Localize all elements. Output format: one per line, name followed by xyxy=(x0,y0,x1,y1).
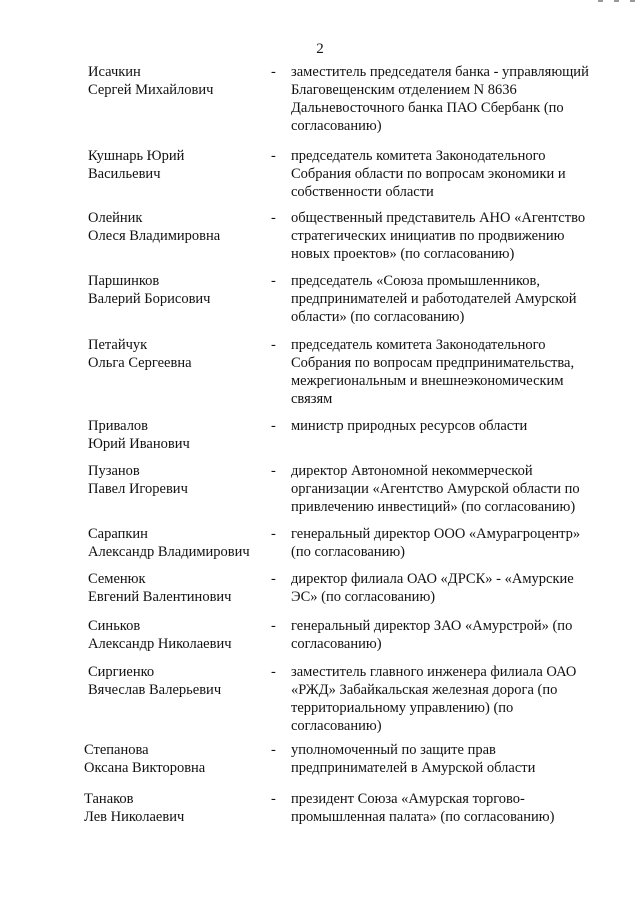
member-surname: Исачкин xyxy=(88,64,141,80)
role-line: председатель комитета Законодательного xyxy=(291,148,546,164)
member-role xyxy=(291,617,616,653)
member-surname: Сарапкин xyxy=(88,526,148,542)
role-line: председатель комитета Законодательного xyxy=(291,337,546,353)
member-given-name: Васильевич xyxy=(88,166,161,182)
member-role xyxy=(291,570,616,606)
role-line: директор филиала ОАО «ДРСК» - «Амурские xyxy=(291,571,574,587)
scan-mark xyxy=(630,0,635,2)
member-name xyxy=(88,272,268,308)
scan-mark xyxy=(598,0,603,2)
member-given-name: Лев Николаевич xyxy=(84,809,185,825)
member-surname: Петайчук xyxy=(88,337,148,353)
role-line: межрегиональным и внешнеэкономическим xyxy=(291,373,564,389)
separator-dash: - xyxy=(271,64,276,80)
role-line: организации «Агентство Амурской области по xyxy=(291,481,580,497)
role-line: Благовещенским отделением N 8636 xyxy=(291,82,517,98)
role-line: предпринимателей в Амурской области xyxy=(291,760,536,776)
member-surname: Кушнарь Юрий xyxy=(88,148,185,164)
member-name xyxy=(88,63,268,99)
member-given-name: Валерий Борисович xyxy=(88,291,211,307)
member-given-name: Евгений Валентинович xyxy=(88,589,232,605)
role-line: «РЖД» Забайкальская железная дорога (по xyxy=(291,682,558,698)
member-given-name: Александр Владимирович xyxy=(88,544,250,560)
member-role xyxy=(291,790,616,826)
member-role xyxy=(291,741,616,777)
member-given-name: Александр Николаевич xyxy=(88,636,232,652)
separator-dash: - xyxy=(271,742,276,758)
member-role xyxy=(291,462,616,516)
role-line: новых проектов» (по согласованию) xyxy=(291,246,515,262)
role-line: Собрания по вопросам предпринимательства, xyxy=(291,355,575,371)
role-line: (по согласованию) xyxy=(291,544,405,560)
member-name xyxy=(88,525,268,561)
role-line: уполномоченный по защите прав xyxy=(291,742,496,758)
separator-dash: - xyxy=(271,618,276,634)
member-name xyxy=(88,617,268,653)
role-line: согласованию) xyxy=(291,118,382,134)
member-given-name: Вячеслав Валерьевич xyxy=(88,682,222,698)
member-role xyxy=(291,417,616,435)
member-name xyxy=(88,209,268,245)
member-given-name: Павел Игоревич xyxy=(88,481,188,497)
separator-dash: - xyxy=(271,571,276,587)
scan-mark xyxy=(614,0,619,2)
role-line: Собрания области по вопросам экономики и xyxy=(291,166,566,182)
member-name xyxy=(88,462,268,498)
member-role xyxy=(291,209,616,263)
member-surname: Паршинков xyxy=(88,273,160,289)
member-name xyxy=(84,790,264,826)
role-line: Дальневосточного банка ПАО Сбербанк (по xyxy=(291,100,564,116)
member-role xyxy=(291,272,616,326)
separator-dash: - xyxy=(271,526,276,542)
member-name xyxy=(88,663,268,699)
member-surname: Олейник xyxy=(88,210,143,226)
member-name xyxy=(84,741,264,777)
role-line: директор Автономной некоммерческой xyxy=(291,463,533,479)
role-line: области» (по согласованию) xyxy=(291,309,465,325)
role-line: привлечению инвестиций» (по согласованию) xyxy=(291,499,576,515)
member-role xyxy=(291,336,616,408)
member-name xyxy=(88,417,268,453)
separator-dash: - xyxy=(271,463,276,479)
role-line: стратегических инициатив по продвижению xyxy=(291,228,565,244)
member-given-name: Юрий Иванович xyxy=(88,436,190,452)
role-line: председатель «Союза промышленников, xyxy=(291,273,541,289)
member-surname: Сиргиенко xyxy=(88,664,155,680)
member-name xyxy=(88,570,268,606)
role-line: связям xyxy=(291,391,333,407)
page-number: 2 xyxy=(316,41,324,57)
separator-dash: - xyxy=(271,791,276,807)
role-line: министр природных ресурсов области xyxy=(291,418,528,434)
member-surname: Синьков xyxy=(88,618,141,634)
member-role xyxy=(291,147,616,201)
member-role xyxy=(291,63,616,135)
role-line: генеральный директор ЗАО «Амурстрой» (по xyxy=(291,618,573,634)
member-name xyxy=(88,147,268,183)
member-given-name: Сергей Михайлович xyxy=(88,82,214,98)
separator-dash: - xyxy=(271,273,276,289)
separator-dash: - xyxy=(271,418,276,434)
separator-dash: - xyxy=(271,337,276,353)
role-line: ЭС» (по согласованию) xyxy=(291,589,436,605)
member-name xyxy=(88,336,268,372)
separator-dash: - xyxy=(271,210,276,226)
member-surname: Степанова xyxy=(84,742,149,758)
member-role xyxy=(291,663,616,735)
role-line: предпринимателей и работодателей Амурской xyxy=(291,291,577,307)
role-line: общественный представитель АНО «Агентство xyxy=(291,210,586,226)
role-line: собственности области xyxy=(291,184,434,200)
role-line: президент Союза «Амурская торгово- xyxy=(291,791,525,807)
role-line: промышленная палата» (по согласованию) xyxy=(291,809,555,825)
member-given-name: Олеся Владимировна xyxy=(88,228,221,244)
member-given-name: Оксана Викторовна xyxy=(84,760,206,776)
separator-dash: - xyxy=(271,664,276,680)
role-line: заместитель главного инженера филиала ОАО xyxy=(291,664,577,680)
member-surname: Танаков xyxy=(84,791,134,807)
role-line: территориальному управлению) (по xyxy=(291,700,514,716)
member-surname: Пузанов xyxy=(88,463,140,479)
separator-dash: - xyxy=(271,148,276,164)
member-role xyxy=(291,525,616,561)
role-line: согласованию) xyxy=(291,718,382,734)
member-given-name: Ольга Сергеевна xyxy=(88,355,192,371)
role-line: согласованию) xyxy=(291,636,382,652)
role-line: генеральный директор ООО «Амурагроцентр» xyxy=(291,526,581,542)
role-line: заместитель председателя банка - управляющий xyxy=(291,64,589,80)
member-surname: Привалов xyxy=(88,418,149,434)
member-surname: Семенюк xyxy=(88,571,146,587)
